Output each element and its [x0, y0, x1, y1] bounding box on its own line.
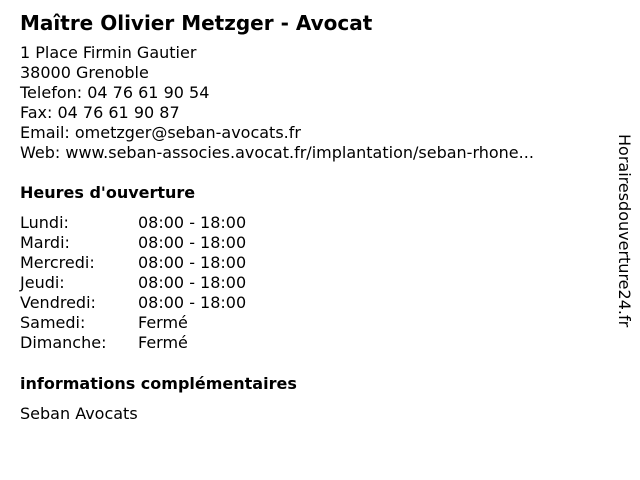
- hours-row-monday: [20, 213, 320, 233]
- day-label: Lundi:: [20, 213, 69, 232]
- address-street: 1 Place Firmin Gautier: [20, 43, 197, 62]
- hours-row-thursday: [20, 273, 320, 293]
- additional-info-heading: informations complémentaires: [20, 374, 297, 393]
- time-value: 08:00 - 18:00: [138, 293, 247, 312]
- day-label: Mardi:: [20, 233, 70, 252]
- contact-block: [20, 43, 534, 163]
- time-value: 08:00 - 18:00: [138, 253, 247, 272]
- time-value: 08:00 - 18:00: [138, 213, 247, 232]
- time-value: 08:00 - 18:00: [138, 233, 247, 252]
- day-label: Mercredi:: [20, 253, 95, 272]
- time-value: Fermé: [138, 313, 188, 332]
- day-label: Samedi:: [20, 313, 86, 332]
- hours-row-wednesday: [20, 253, 320, 273]
- opening-hours-heading: Heures d'ouverture: [20, 183, 196, 202]
- time-value: 08:00 - 18:00: [138, 273, 247, 292]
- website-url: Web: www.seban-associes.avocat.fr/implantation/seban-rhone...: [20, 143, 534, 162]
- address-city: 38000 Grenoble: [20, 63, 149, 82]
- site-watermark: Horairesdouverture24.fr: [615, 134, 634, 328]
- day-label: Jeudi:: [20, 273, 65, 292]
- hours-row-sunday: [20, 333, 320, 353]
- day-label: Dimanche:: [20, 333, 107, 352]
- day-label: Vendredi:: [20, 293, 96, 312]
- email-address: Email: ometzger@seban-avocats.fr: [20, 123, 301, 142]
- additional-info-text: Seban Avocats: [20, 404, 138, 423]
- time-value: Fermé: [138, 333, 188, 352]
- hours-row-tuesday: [20, 233, 320, 253]
- hours-row-friday: [20, 293, 320, 313]
- opening-hours-list: [20, 213, 320, 353]
- fax-number: Fax: 04 76 61 90 87: [20, 103, 180, 122]
- phone-number: Telefon: 04 76 61 90 54: [20, 83, 210, 102]
- hours-row-saturday: [20, 313, 320, 333]
- page-title: Maître Olivier Metzger - Avocat: [20, 11, 373, 35]
